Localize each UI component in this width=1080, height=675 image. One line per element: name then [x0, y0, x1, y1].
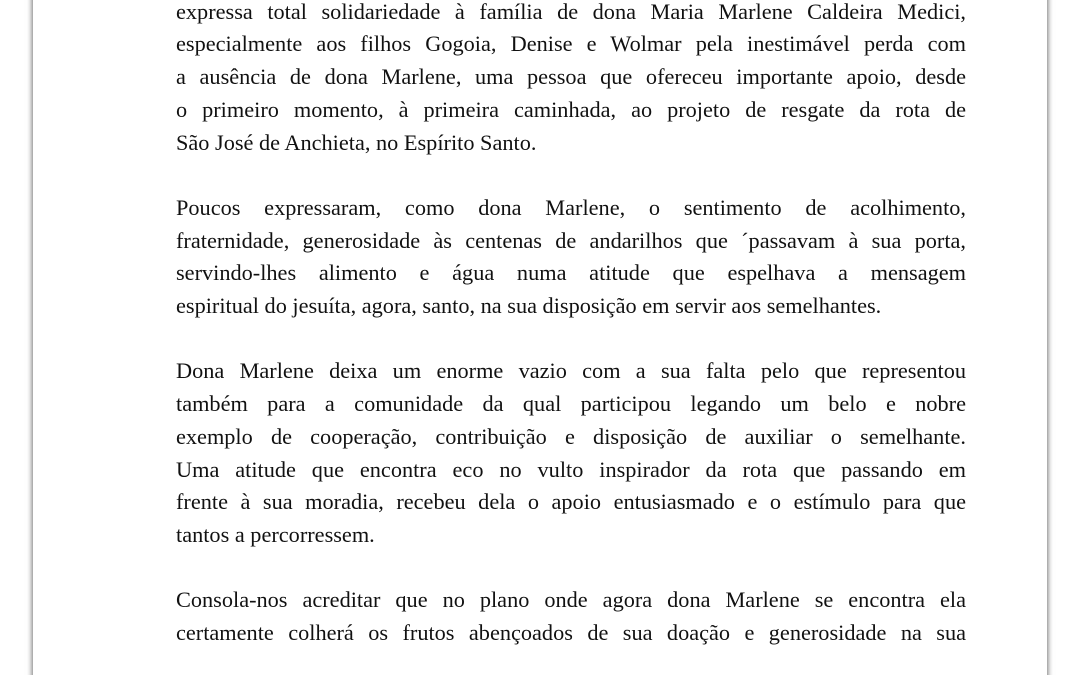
- text-line: Uma atitude que encontra eco no vulto inspirador da rota que passando em: [176, 456, 966, 482]
- text-line: o primeiro momento, à primeira caminhada, ao projeto de resgate da rota de: [176, 96, 966, 122]
- text-line: servindo-lhes alimento e água numa atitude que espelhava a mensagem: [176, 260, 966, 286]
- text-line: exemplo de cooperação, contribuição e disposição de auxiliar o semelhante.: [176, 423, 966, 449]
- paragraph-community-legacy: [176, 355, 966, 551]
- text-line: Dona Marlene deixa um enorme vazio com a sua falta pelo que representou: [176, 358, 966, 384]
- text-line: também para a comunidade da qual participou legando um belo e nobre: [176, 391, 966, 417]
- text-line: Poucos expressaram, como dona Marlene, o sentimento de acolhimento,: [176, 194, 966, 220]
- text-line: expressa total solidariedade à família de dona Maria Marlene Caldeira Medici,: [176, 0, 966, 24]
- document-page: [33, 0, 1047, 675]
- text-line: frente à sua moradia, recebeu dela o apoio entusiasmado e o estímulo para que: [176, 489, 966, 515]
- text-line: Consola-nos acreditar que no plano onde agora dona Marlene se encontra ela: [176, 587, 966, 613]
- document-body: [176, 0, 966, 675]
- paragraph-abapa-solidarity: [176, 0, 966, 159]
- text-line: fraternidade, generosidade às centenas de andarilhos que ´passavam à sua porta,: [176, 227, 966, 253]
- paragraph-hospitality: [176, 192, 966, 323]
- paragraph-consolation: [176, 584, 966, 649]
- text-line: espiritual do jesuíta, agora, santo, na sua disposição em servir aos semelhantes.: [176, 293, 882, 319]
- text-line: especialmente aos filhos Gogoia, Denise e Wolmar pela inestimável perda com: [176, 31, 966, 57]
- text-line: São José de Anchieta, no Espírito Santo.: [176, 129, 537, 155]
- text-line: tantos a percorressem.: [176, 521, 375, 547]
- text-line: certamente colherá os frutos abençoados de sua doação e generosidade na sua: [176, 620, 966, 646]
- text-line: a ausência de dona Marlene, uma pessoa que ofereceu importante apoio, desde: [176, 64, 966, 90]
